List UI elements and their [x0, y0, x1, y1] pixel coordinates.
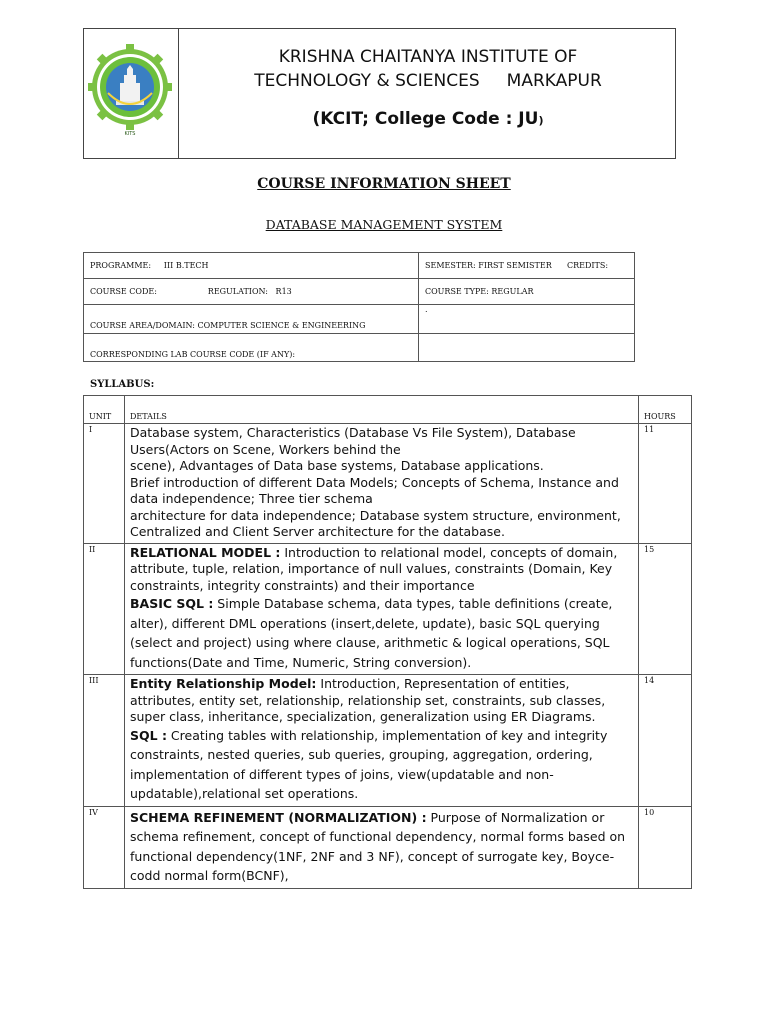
unit-cell: II: [84, 543, 125, 675]
details-text: Database system, Characteristics (Database Vs File System), Database Users(Actors on Scene, Workers behind the: [130, 425, 576, 457]
hours-header: HOURS: [639, 396, 692, 424]
course-info-table: [83, 252, 635, 362]
institute-name-line2: TECHNOLOGY & SCIENCES MARKAPUR: [254, 71, 602, 91]
hours-cell: 14: [639, 675, 692, 807]
programme-cell: PROGRAMME: III B.TECH: [84, 253, 419, 279]
info-row: [84, 279, 635, 305]
info-row: [84, 334, 635, 362]
unit-cell: I: [84, 424, 125, 544]
semester-cell: SEMESTER: FIRST SEMISTER CREDITS:: [419, 253, 635, 279]
info-row: [84, 305, 635, 334]
unit-cell: III: [84, 675, 125, 807]
details-text: Introduction, Representation of entities, attributes, entity set, relationship, relationship set, constraints, sub classes, super class, inheritance, specialization, generalization using ER Diagrams.: [130, 676, 606, 724]
course-title: DATABASE MANAGEMENT SYSTEM: [265, 217, 503, 232]
course-area-right-cell: .: [419, 305, 635, 334]
hours-cell: 11: [639, 424, 692, 544]
details-text: Creating tables with relationship, implementation of key and integrity constraints, nested queries, sub queries, grouping, aggregation, ordering, implementation of different types of joins, view(updatable and non-updatable),relational set operations.: [130, 727, 608, 801]
details-text: Introduction to relational model, concepts of domain, attribute, tuple, relation, importance of null values, constraints (Domain, Key constraints, integrity constraints) and their importance: [130, 544, 618, 593]
course-area-cell: COURSE AREA/DOMAIN: COMPUTER SCIENCE & ENGINEERING: [84, 305, 419, 334]
table-row: [84, 424, 692, 544]
details-cell: [125, 675, 639, 807]
institute-name-line1: KRISHNA CHAITANYA INSTITUTE OF: [278, 47, 578, 67]
syllabus-table: [83, 395, 692, 889]
details-text: scene), Advantages of Data base systems, Database applications.: [130, 458, 544, 473]
lab-code-cell: CORRESPONDING LAB COURSE CODE (IF ANY):: [84, 334, 419, 362]
details-cell: [125, 806, 639, 888]
course-code-cell: COURSE CODE: REGULATION: R13: [84, 279, 419, 305]
syllabus-label: SYLLABUS:: [90, 379, 155, 390]
details-text: architecture for data independence; Database system structure, environment, Centralized and Client Server architecture for the database.: [130, 507, 621, 539]
sheet-title: COURSE INFORMATION SHEET: [257, 176, 511, 192]
college-code-paren: ): [538, 114, 544, 127]
topic-heading: RELATIONAL MODEL :: [130, 544, 281, 560]
info-row: [84, 253, 635, 279]
institute-header: [83, 28, 676, 159]
topic-heading: SCHEMA REFINEMENT (NORMALIZATION) :: [130, 809, 427, 825]
lab-code-right-cell: [419, 334, 635, 362]
college-code: [180, 109, 676, 129]
logo-cell: [84, 29, 179, 158]
institute-name: [180, 45, 676, 93]
topic-heading: SQL :: [130, 727, 167, 743]
details-header: DETAILS: [125, 396, 639, 424]
college-code-main: (KCIT; College Code : JU: [312, 109, 539, 129]
table-row: [84, 543, 692, 675]
college-seal-icon: [88, 41, 172, 137]
table-row: [84, 675, 692, 807]
details-text: Brief introduction of different Data Models; Concepts of Schema, Instance and data independence; Three tier schema: [130, 474, 619, 506]
course-type-cell: COURSE TYPE: REGULAR: [419, 279, 635, 305]
details-text: Simple Database schema, data types, table definitions (create, alter), different DML operations (insert,delete, update), basic SQL querying (select and project) using where clause, arithmetic & logical operations, SQL functions(Date and Time, Numeric, String conversion).: [130, 596, 613, 670]
unit-cell: IV: [84, 806, 125, 888]
topic-heading: BASIC SQL :: [130, 596, 214, 611]
topic-heading: Entity Relationship Model:: [130, 676, 317, 691]
logo-text: KITS: [124, 131, 136, 137]
details-cell: [125, 543, 639, 675]
table-row: [84, 806, 692, 888]
details-text: Purpose of Normalization or schema refinement, concept of functional dependency, normal forms based on functional dependency(1NF, 2NF and 3 NF), concept of surrogate key, Boyce-codd normal form(BCNF),: [130, 809, 626, 883]
hours-cell: 15: [639, 543, 692, 675]
unit-header: UNIT: [84, 396, 125, 424]
syllabus-header-row: [84, 396, 692, 424]
hours-cell: 10: [639, 806, 692, 888]
details-cell: [125, 424, 639, 544]
